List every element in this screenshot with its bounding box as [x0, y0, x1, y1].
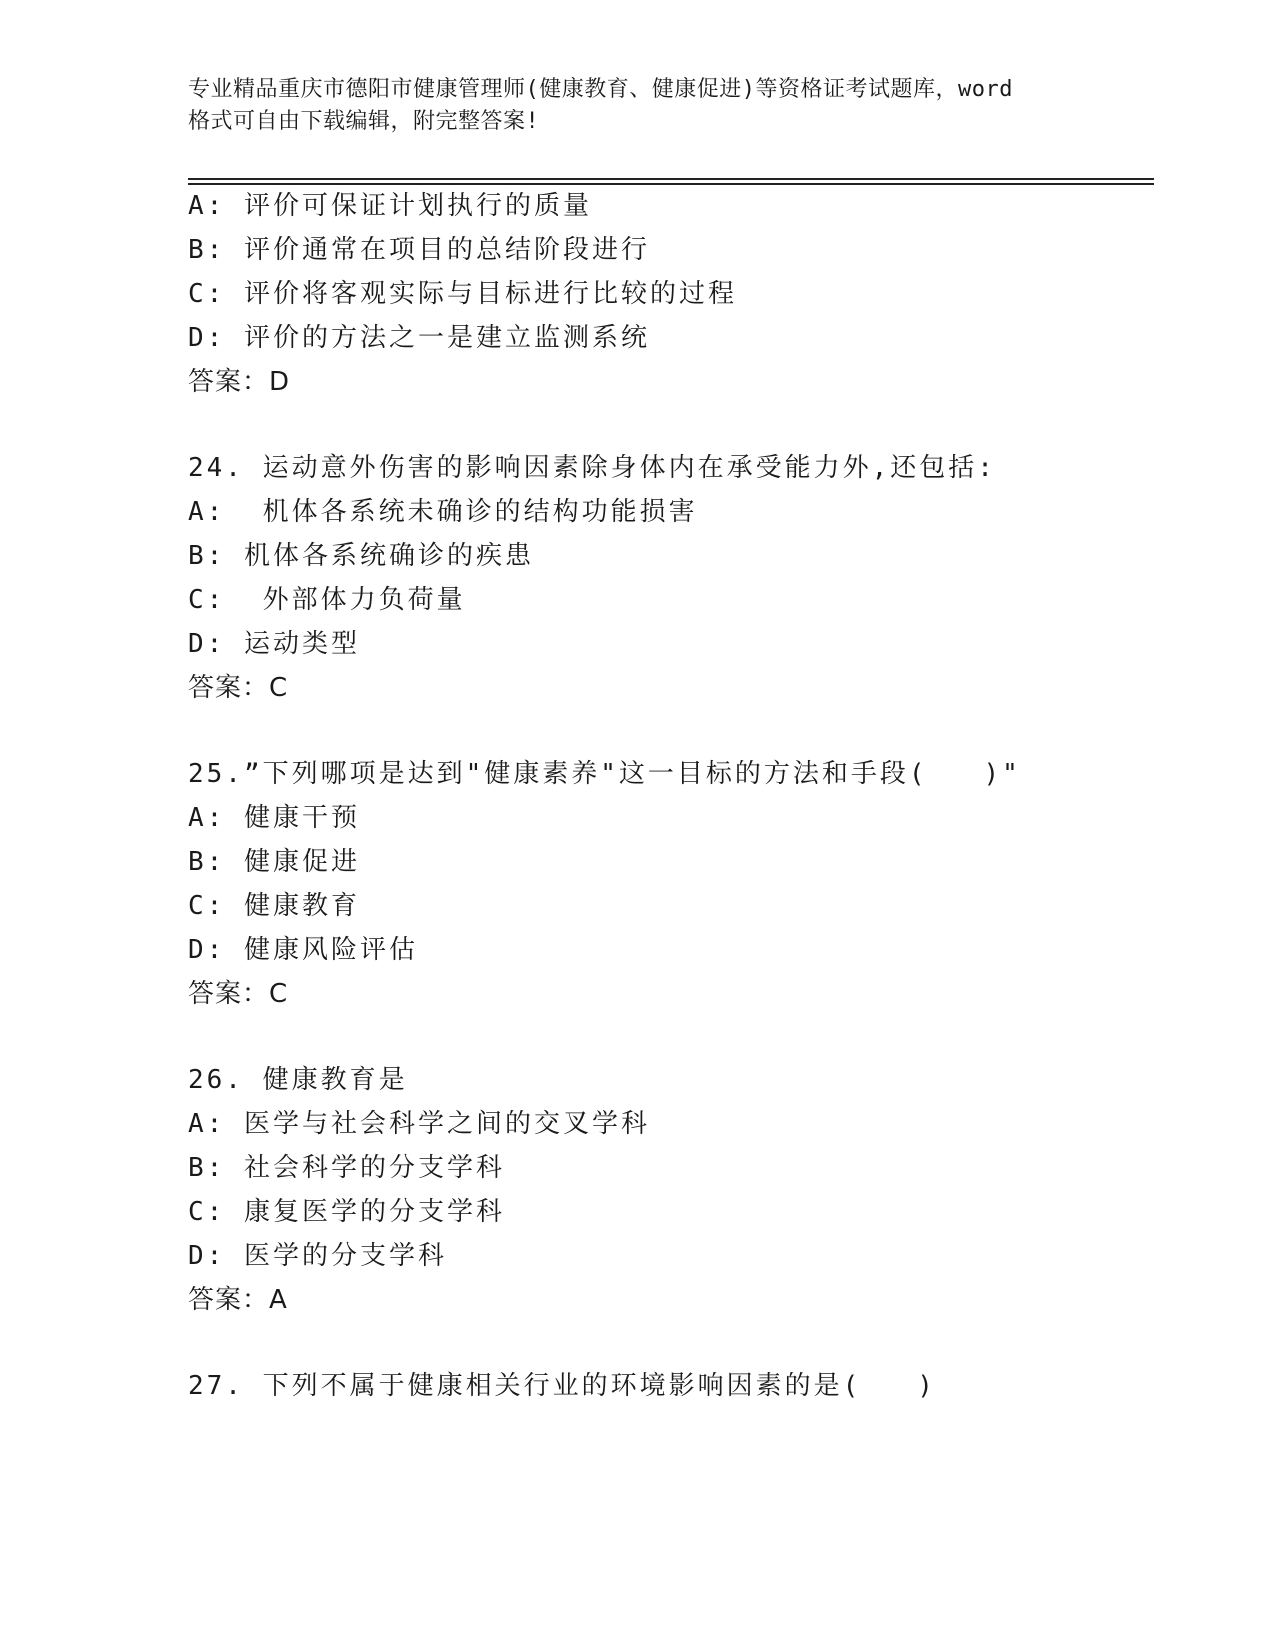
- option-c: C: 康复医学的分支学科: [188, 1197, 505, 1227]
- option-c: C: 评价将客观实际与目标进行比较的过程: [188, 279, 737, 309]
- option-b: B: 社会科学的分支学科: [188, 1153, 505, 1183]
- question-text: 27. 下列不属于健康相关行业的环境影响因素的是( ): [188, 1371, 936, 1401]
- option-b: B: 机体各系统确诊的疾患: [188, 541, 534, 571]
- question-text: 26. 健康教育是: [188, 1065, 408, 1095]
- question-text: 24. 运动意外伤害的影响因素除身体内在承受能力外,还包括:: [188, 453, 996, 483]
- option-b: B: 健康促进: [188, 847, 360, 877]
- option-b: B: 评价通常在项目的总结阶段进行: [188, 235, 650, 265]
- answer: 答案：C: [188, 979, 289, 1009]
- answer: 答案：C: [188, 673, 289, 703]
- option-a: A: 评价可保证计划执行的质量: [188, 191, 592, 221]
- answer: 答案：A: [188, 1285, 288, 1315]
- option-d: D: 运动类型: [188, 629, 360, 659]
- option-d: D: 健康风险评估: [188, 935, 418, 965]
- option-a: A: 健康干预: [188, 803, 360, 833]
- option-a: A: 医学与社会科学之间的交叉学科: [188, 1109, 650, 1139]
- header-divider-bottom: [188, 183, 1154, 185]
- option-c: C: 外部体力负荷量: [188, 585, 466, 615]
- option-d: D: 评价的方法之一是建立监测系统: [188, 323, 650, 353]
- header-divider-top: [188, 178, 1154, 180]
- header-line-2: 格式可自由下载编辑，附完整答案!: [188, 109, 540, 134]
- option-a: A: 机体各系统未确诊的结构功能损害: [188, 497, 698, 527]
- header-line-1: 专业精品重庆市德阳市健康管理师(健康教育、健康促进)等资格证考试题库，word: [188, 77, 1013, 102]
- option-d: D: 医学的分支学科: [188, 1241, 447, 1271]
- option-c: C: 健康教育: [188, 891, 360, 921]
- question-text: 25.”下列哪项是达到"健康素养"这一目标的方法和手段( )": [188, 759, 1021, 789]
- answer: 答案：D: [188, 367, 291, 397]
- document-header: [188, 74, 1088, 138]
